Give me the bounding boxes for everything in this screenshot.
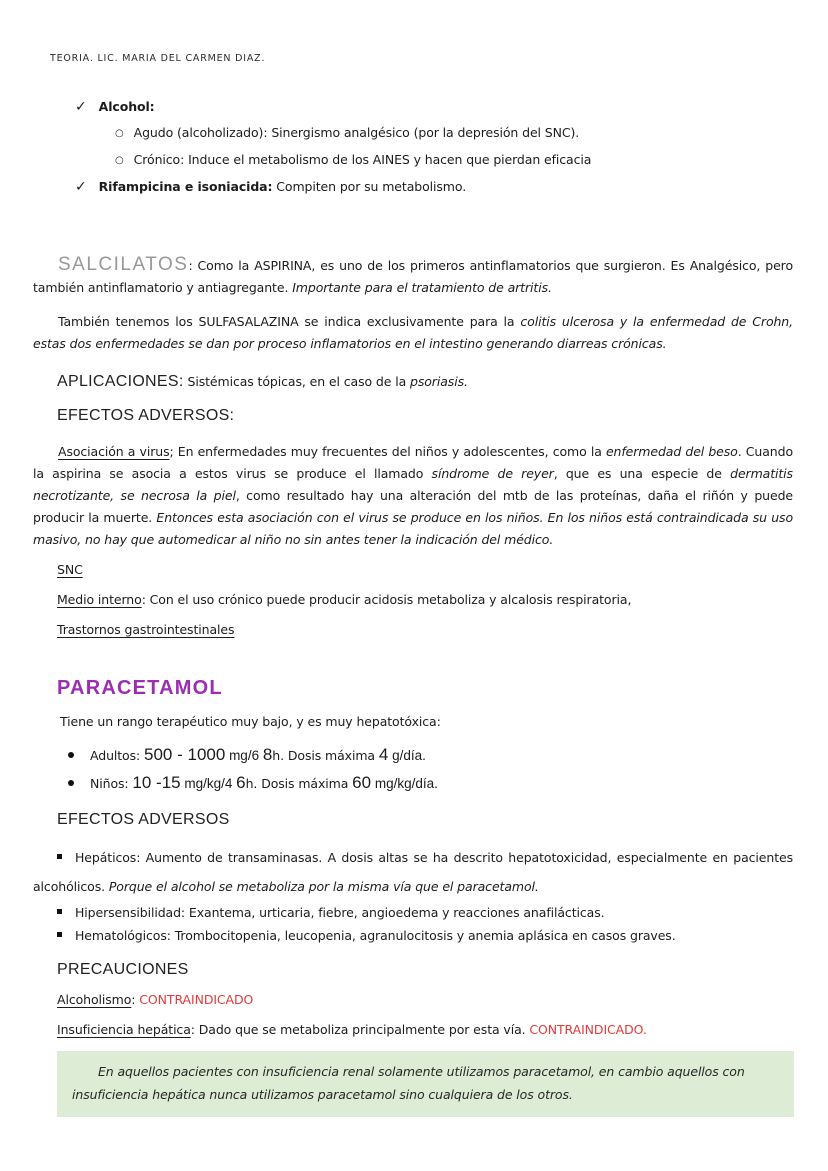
efecto-text: Aumento de transaminasas. A dosis altas se ha descrito hepatotoxicidad, especialmente en pacientes alcohólicos. — [33, 850, 793, 894]
dose-list — [68, 741, 793, 797]
dose-hours: h. — [245, 776, 262, 791]
salicilatos-italic-text: Importante para el tratamiento de artritis. — [292, 280, 552, 295]
dose-number: 4 — [378, 745, 389, 764]
dose-unit: mg/6 — [225, 748, 263, 763]
salicilatos-text: Como la ASPIRINA, es uno de los primeros antinflamatorios que surgieron. Es Analgésico, pero también antinflamatorio y antiagregante. — [33, 258, 793, 295]
asociacion-italic-1: enfermedad del beso — [605, 444, 738, 459]
insuficiencia-text: : Dado que se metaboliza principalmente por esta vía. — [190, 1022, 530, 1037]
sulfasalazina-text: También tenemos los SULFASALAZINA se indica exclusivamente para la — [58, 314, 521, 329]
medio-interno-text: : Con el uso crónico puede producir acidosis metaboliza y alcalosis respiratoria, — [141, 592, 632, 607]
alcoholismo-sep: : — [131, 992, 140, 1007]
checklist-item-alcohol — [75, 94, 793, 120]
note-box — [57, 1051, 794, 1117]
medio-interno-label: Medio interno — [57, 592, 142, 607]
subitem-text: Crónico: Induce el metabolismo de los AINES y hacen que pierdan eficacia — [133, 152, 592, 167]
dose-unit: mg/kg/día. — [371, 776, 438, 791]
circle-bullet-icon: ○ — [115, 128, 124, 139]
asociacion-text-1: ; En enfermedades muy frecuentes del niños y adolescentes, como la — [169, 444, 606, 459]
asociacion-text-3: , que es una especie de — [553, 466, 731, 481]
efecto-italic-text: Porque el alcohol se metaboliza por la misma vía que el paracetamol. — [108, 879, 539, 894]
checklist-item-rifampicina — [75, 174, 793, 200]
efecto-item-hipersensibilidad — [57, 901, 793, 924]
checklist-subitem-agudo — [115, 120, 793, 147]
paracetamol-intro: Tiene un rango terapéutico muy bajo, y es muy hepatotóxica: — [60, 714, 441, 729]
asociacion-virus-label: Asociación a virus — [58, 444, 170, 459]
insuficiencia-label: Insuficiencia hepática — [57, 1022, 191, 1037]
efectos-adversos-heading: EFECTOS ADVERSOS: — [57, 407, 235, 424]
circle-bullet-icon: ○ — [115, 155, 124, 166]
asociacion-text-2: . Cuando la aspirina se asocia a estos virus se produce el llamado — [33, 444, 793, 481]
trastornos-line — [57, 619, 793, 641]
checklist-item-text: Compiten por su metabolismo. — [272, 179, 467, 194]
subitem-text: Agudo (alcoholizado): Sinergismo analgésico (por la depresión del SNC). — [133, 125, 580, 140]
bullet-dot-icon — [68, 780, 74, 786]
salicilatos-heading: SALCILATOS — [58, 254, 189, 275]
checkmark-icon: ✓ — [75, 179, 87, 195]
asociacion-italic-2: síndrome de reyer — [431, 466, 554, 481]
checklist-subitem-cronico — [115, 147, 793, 174]
aplicaciones-text: Sistémicas tópicas, en el caso de la — [183, 374, 411, 389]
efecto-text: Trombocitopenia, leucopenia, agranulocitosis y anemia aplásica en casos graves. — [170, 928, 676, 943]
alcoholismo-label: Alcoholismo — [57, 992, 132, 1007]
aplicaciones-heading: APLICACIONES: — [57, 373, 184, 390]
dose-hours: h. — [272, 748, 288, 763]
checklist-item-label: Rifampicina e isoniacida: — [98, 179, 273, 194]
dose-number: 500 - 1000 — [144, 745, 226, 764]
efecto-item-hematologicos — [57, 924, 793, 947]
square-bullet-icon — [57, 909, 62, 914]
efecto-label: Hipersensibilidad: — [75, 905, 186, 920]
aplicaciones-italic-text: psoriasis. — [410, 374, 468, 389]
square-bullet-icon — [57, 932, 62, 937]
note-box-text: En aquellos pacientes con insuficiencia renal solamente utilizamos paracetamol, en cambio aquellos con insuficiencia hepática nunca utilizamos paracetamol sino cualquiera de los otros. — [72, 1064, 745, 1102]
asociacion-italic-3: dermatitis necrotizante, se necrosa la piel — [33, 466, 793, 503]
dose-number: 6 — [236, 773, 246, 792]
efecto-item-hepaticos — [33, 843, 793, 901]
drug-interaction-checklist — [75, 94, 793, 200]
page-title: TEORIA. LIC. MARIA DEL CARMEN DIAZ. — [50, 53, 266, 64]
snc-line — [57, 559, 793, 581]
aplicaciones-line — [57, 371, 793, 393]
dose-number: 60 — [352, 773, 372, 792]
sulfasalazina-paragraph — [33, 311, 793, 355]
snc-label: SNC — [57, 562, 83, 577]
dose-label: Niños: — [90, 776, 133, 791]
efectos-adversos-2-heading: EFECTOS ADVERSOS — [57, 811, 230, 828]
contraindicado-alert: CONTRAINDICADO. — [529, 1022, 647, 1037]
contraindicado-alert: CONTRAINDICADO — [139, 992, 254, 1007]
precauciones-heading: PRECAUCIONES — [57, 961, 189, 978]
sulfasalazina-italic-text: colitis ulcerosa y la enfermedad de Crohn, estas dos enfermedades se dan por proceso inflamatorios en el intestino generando diarreas crónicas. — [33, 314, 794, 351]
asociacion-italic-4: Entonces esta asociación con el virus se produce en los niños. En los niños está contraindicada su uso masivo, no hay que automedicar al niño no sin antes tener la indicación del médico. — [33, 510, 793, 547]
bullet-dot-icon — [68, 752, 74, 758]
dose-unit: mg/kg/4 — [180, 776, 237, 791]
checkmark-icon: ✓ — [75, 99, 87, 115]
efecto-label: Hematológicos: — [75, 928, 171, 943]
checklist-item-label: Alcohol: — [98, 99, 155, 114]
asociacion-virus-paragraph — [33, 441, 793, 551]
heading-colon: : — [188, 258, 198, 273]
dose-item-ninos — [68, 769, 793, 797]
insuficiencia-line — [57, 1019, 793, 1041]
efecto-label: Hepáticos: — [75, 850, 141, 865]
square-bullet-icon — [57, 854, 62, 859]
dose-max-label: Dosis máxima — [287, 748, 379, 763]
alcoholismo-line — [57, 989, 793, 1011]
dose-max-label: Dosis máxima — [261, 776, 353, 791]
dose-number: 8 — [262, 745, 273, 764]
paracetamol-heading: PARACETAMOL — [57, 677, 223, 699]
efecto-text: Exantema, urticaria, fiebre, angioedema y reacciones anafilácticas. — [185, 905, 605, 920]
dose-number: 10 -15 — [132, 773, 181, 792]
medio-interno-line — [57, 589, 793, 611]
asociacion-text-4: , como resultado hay una alteración del mtb de las proteínas, daña el riñón y puede producir la muerte. — [33, 488, 794, 525]
dose-item-adultos — [68, 741, 793, 769]
trastornos-label: Trastornos gastrointestinales — [57, 622, 235, 637]
dose-label: Adultos: — [90, 748, 145, 763]
salicilatos-paragraph — [33, 254, 793, 299]
dose-unit: g/día. — [388, 748, 426, 763]
